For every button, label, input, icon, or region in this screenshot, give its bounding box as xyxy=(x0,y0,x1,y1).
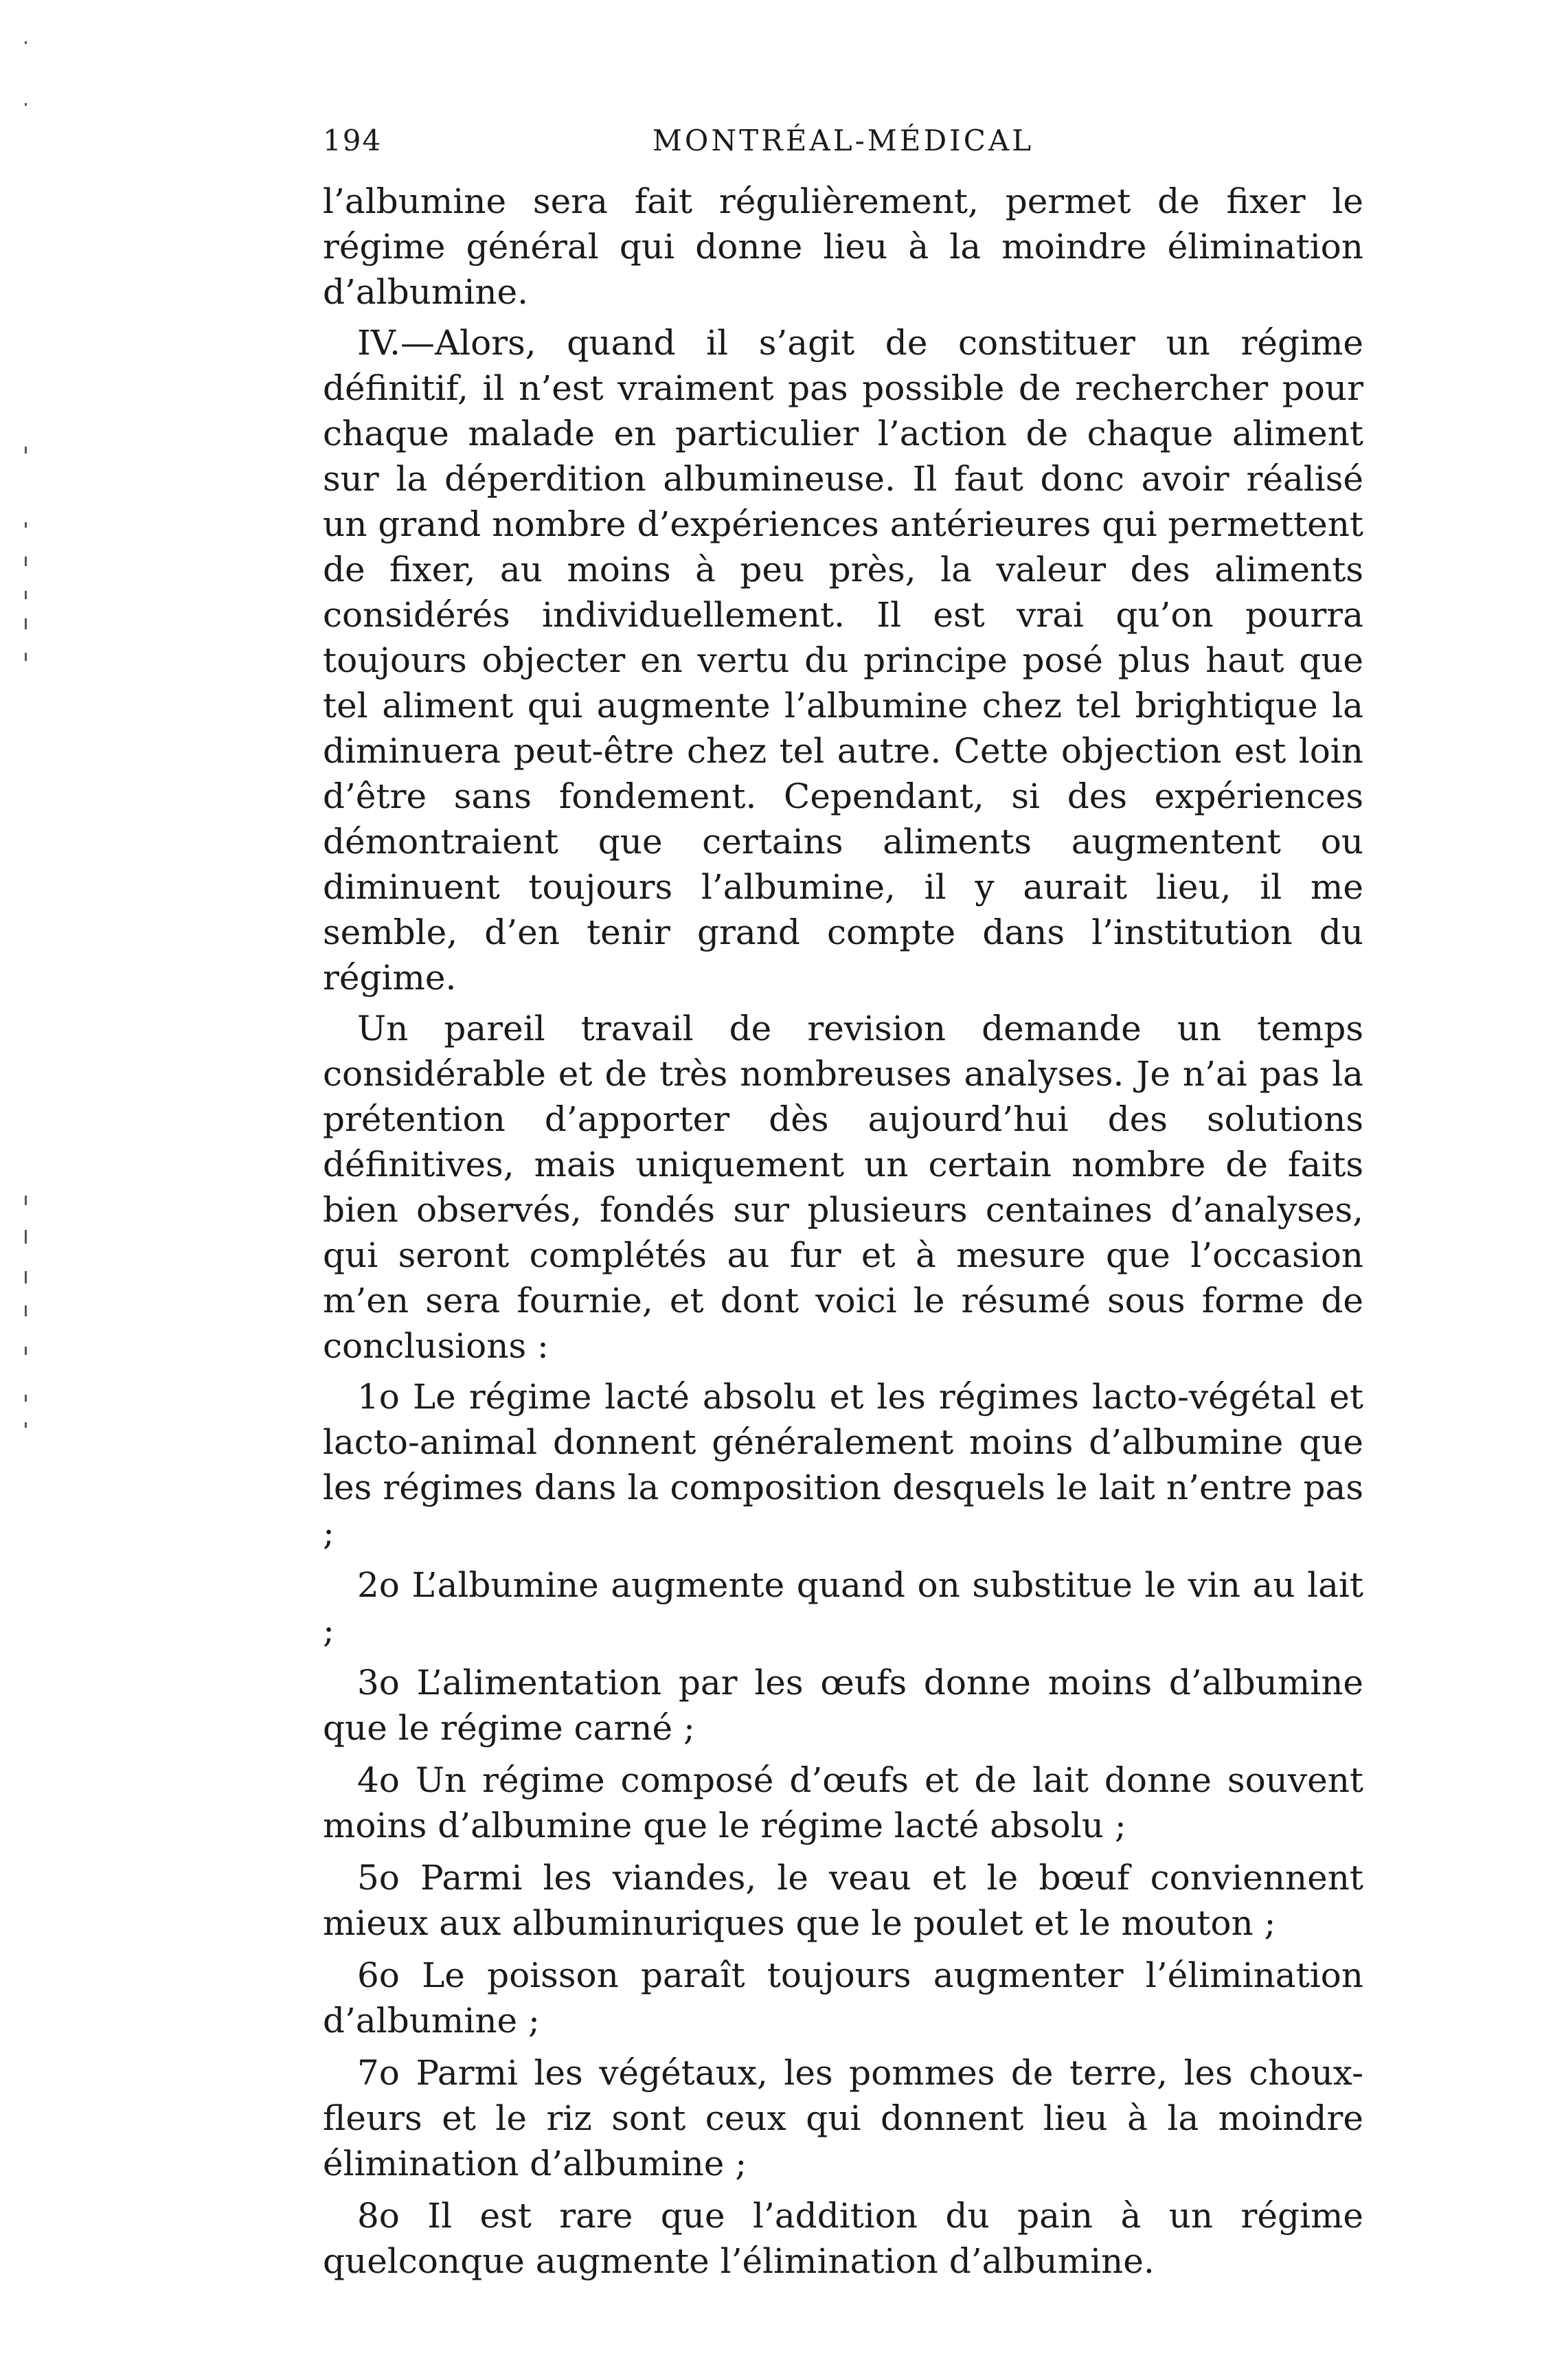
paragraph-continuation: l’albumine sera fait régulièrement, permet de fixer le régime général qui donne lieu à la moindre élimination d’albumine. xyxy=(323,181,1363,312)
conclusion-item: 1o Le régime lacté absolu et les régimes lacto-végétal et lacto-animal donnent généralement moins d’albumine que les régimes dans la composition desquels le lait n’entre pas ; xyxy=(323,1377,1363,1553)
conclusion-item: 7o Parmi les végétaux, les pommes de terre, les choux-fleurs et le riz sont ceux qui donnent lieu à la moindre élimination d’albumine ; xyxy=(323,2053,1363,2183)
paragraph-section-iv: IV.—Alors, quand il s’agit de constituer un régime définitif, il n’est vraiment pas possible de rechercher pour chaque malade en particulier l’action de chaque aliment sur la déperdition albumineuse. Il faut donc avoir réalisé un grand nombre d’expériences antérieures qui permettent de fixer, au moins à peu près, la valeur des aliments considérés individuellement. Il est vrai qu’on pourra toujours objecter en vertu du principe posé plus haut que tel aliment qui augmente l’albumine chez tel brightique la diminuera peut-être chez tel autre. Cette objection est loin d’être sans fondement. Cependant, si des expériences démontraient que certains aliments augmentent ou diminuent toujours l’albumine, il y aurait lieu, il me semble, d’en tenir grand compte dans l’institution du régime. xyxy=(323,323,1363,998)
conclusion-item: 3o L’alimentation par les œufs donne moins d’albumine que le régime carné ; xyxy=(323,1663,1363,1748)
conclusion-item: 8o Il est rare que l’addition du pain à un régime quelconque augmente l’élimination d’albumine. xyxy=(323,2196,1363,2281)
scan-margin-specks xyxy=(21,0,29,2380)
running-title: MONTRÉAL-MÉDICAL xyxy=(652,124,1034,157)
body-text xyxy=(323,179,1363,2284)
conclusion-item: 4o Un régime composé d’œufs et de lait donne souvent moins d’albumine que le régime lacté absolu ; xyxy=(323,1760,1363,1845)
conclusion-item: 6o Le poisson paraît toujours augmenter l’élimination d’albumine ; xyxy=(323,1955,1363,2041)
page-number: 194 xyxy=(323,124,383,157)
page-header xyxy=(323,124,1363,179)
conclusion-item: 2o L’albumine augmente quand on substitue le vin au lait ; xyxy=(323,1565,1363,1650)
book-page xyxy=(323,124,1363,2291)
paragraph-revision: Un pareil travail de revision demande un temps considérable et de très nombreuses analyses. Je n’ai pas la prétention d’apporter dès aujourd’hui des solutions définitives, mais uniquement un certain nombre de faits bien observés, fondés sur plusieurs centaines d’analyses, qui seront complétés au fur et à mesure que l’occasion m’en sera fournie, et dont voici le résumé sous forme de conclusions : xyxy=(323,1009,1363,1366)
conclusion-item: 5o Parmi les viandes, le veau et le bœuf conviennent mieux aux albuminuriques que le poulet et le mouton ; xyxy=(323,1858,1363,1943)
